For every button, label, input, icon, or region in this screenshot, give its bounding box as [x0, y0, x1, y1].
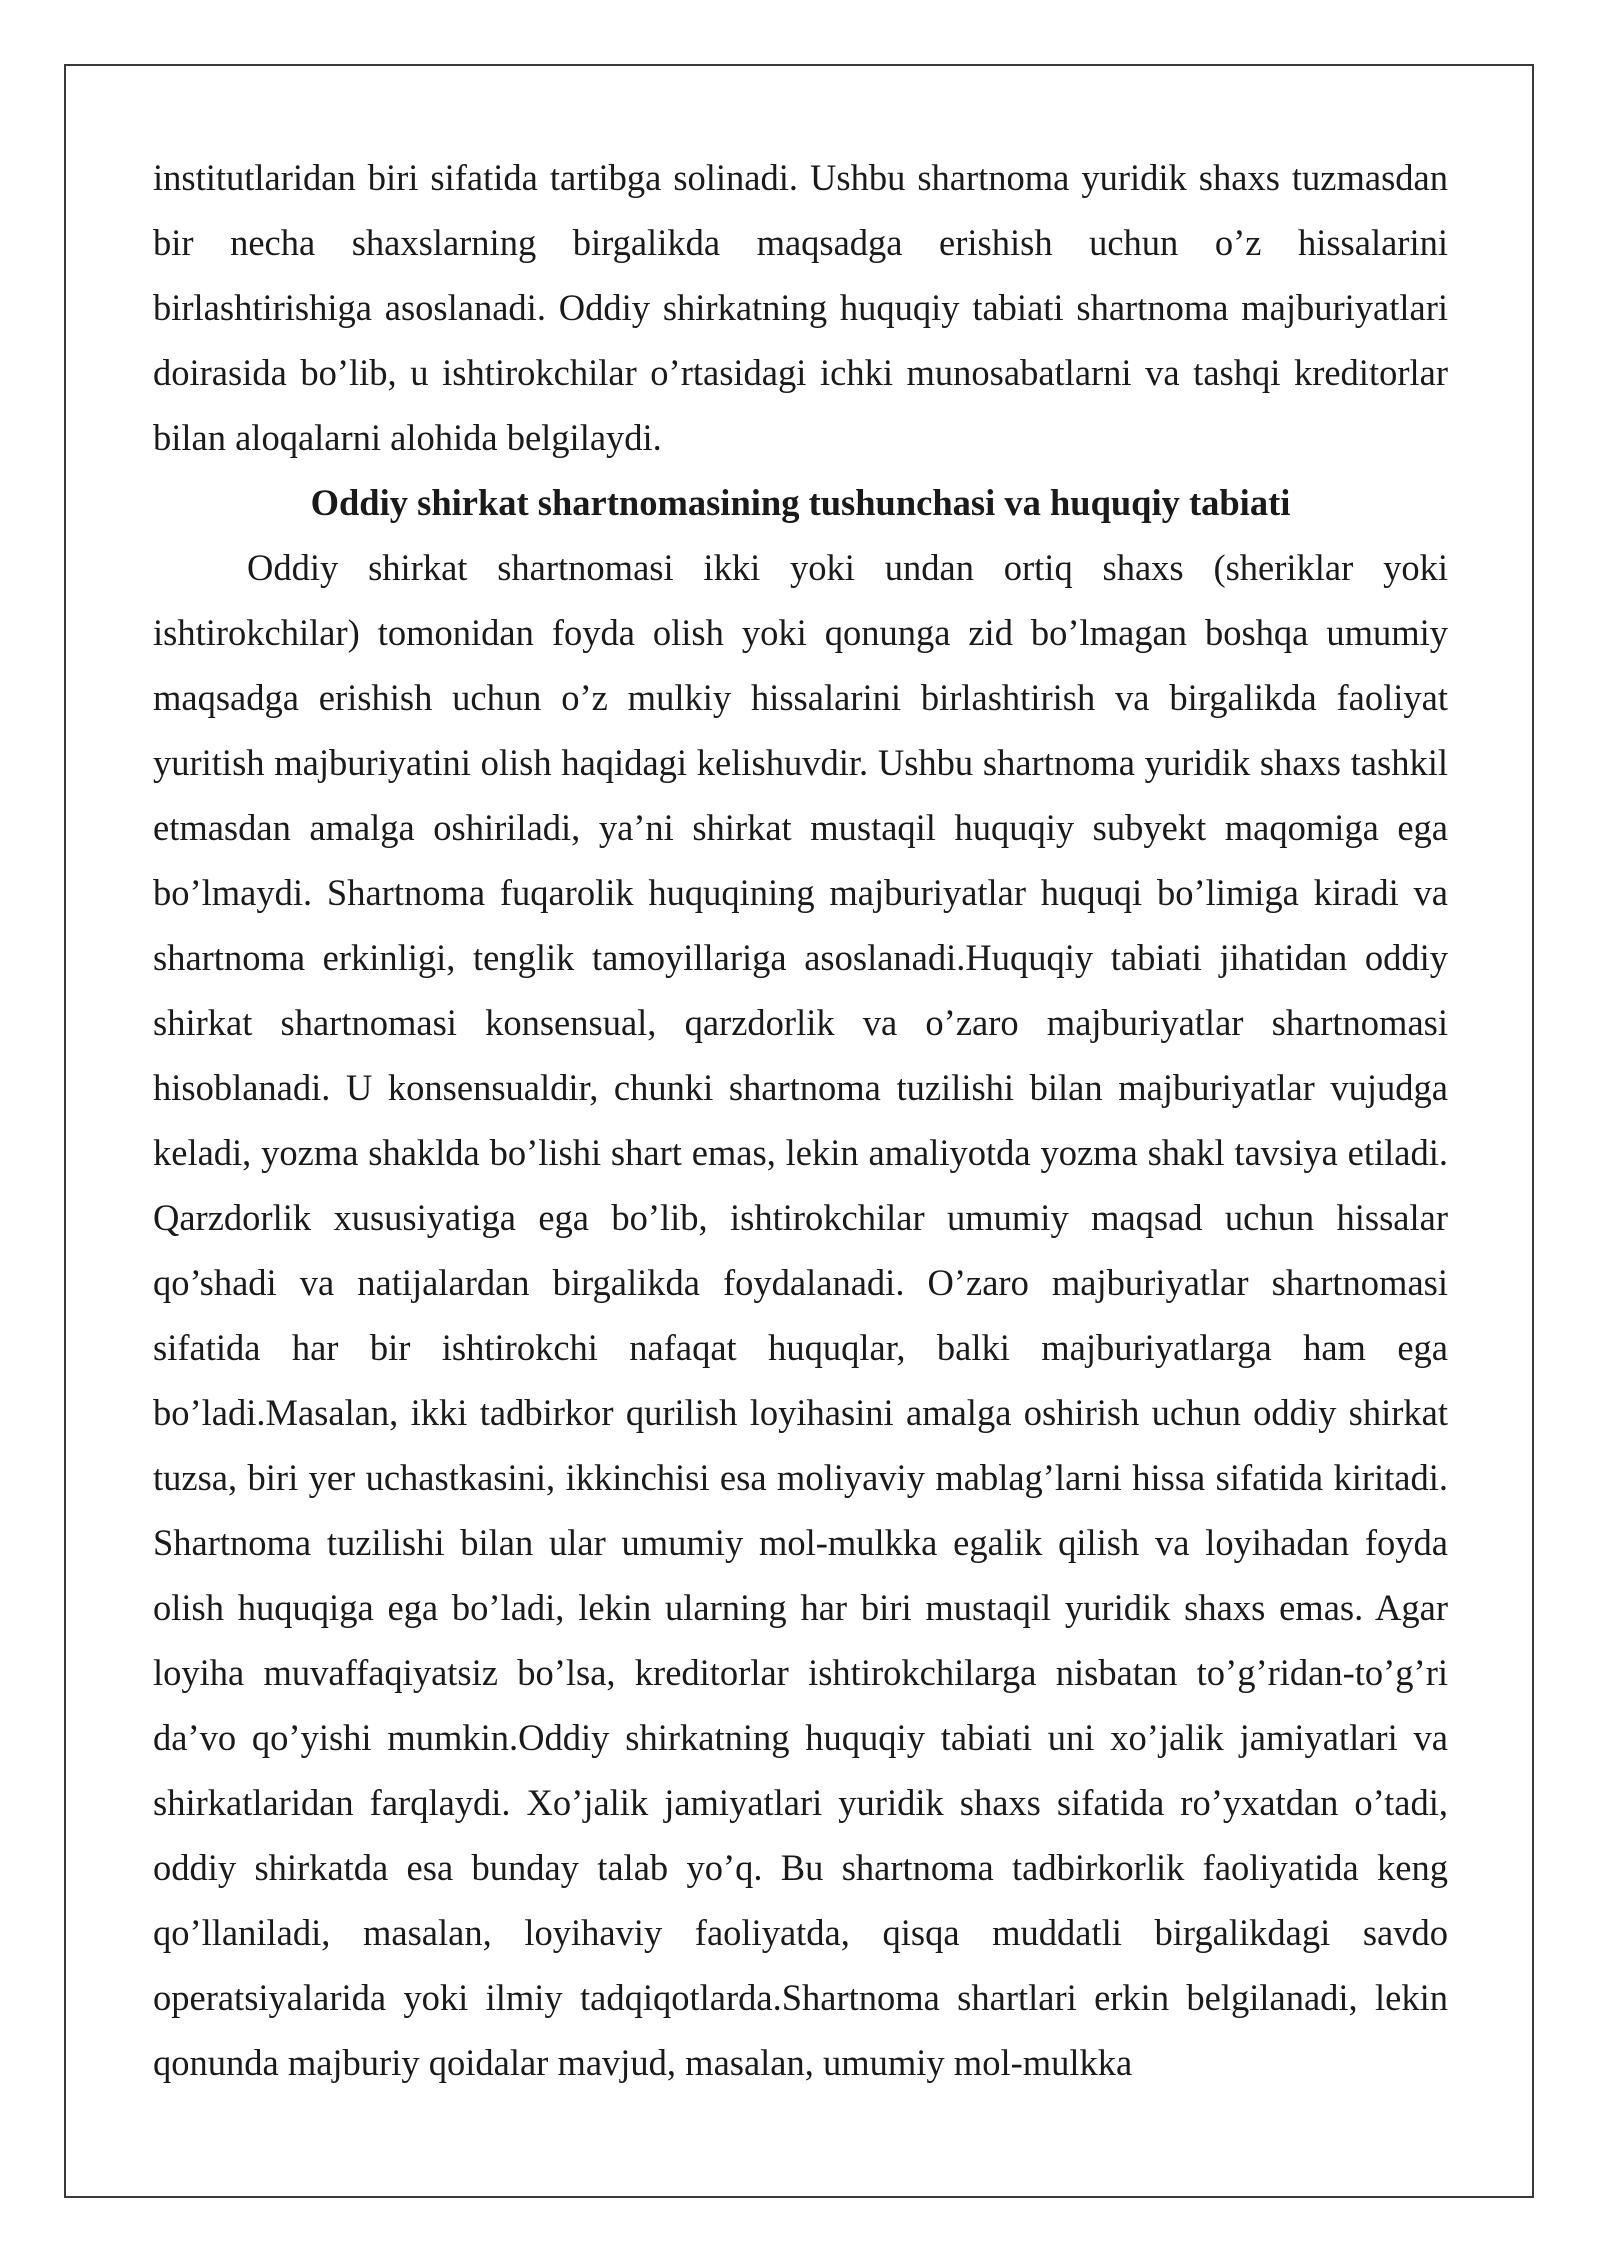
- paragraph-continuation: institutlaridan biri sifatida tartibga solinadi. Ushbu shartnoma yuridik shaxs tuzmasdan bir necha shaxslarning birgalikda maqsadga erishish uchun o’z hissalarini birlashtirishiga asoslanadi. Oddiy shirkatning huquqiy tabiati shartnoma majburiyatlari doirasida bo’lib, u ishtirokchilar o’rtasidagi ichki munosabatlarni va tashqi kreditorlar bilan aloqalarni alohida belgilaydi.: [153, 157, 1448, 458]
- paragraph-main: Oddiy shirkat shartnomasi ikki yoki undan ortiq shaxs (sheriklar yoki ishtirokchilar) tomonidan foyda olish yoki qonunga zid bo’lmagan boshqa umumiy maqsadga erishish uchun o’z mulkiy hissalarini birlashtirish va birgalikda faoliyat yuritish majburiyatini olish haqidagi kelishuvdir. Ushbu shartnoma yuridik shaxs tashkil etmasdan amalga oshiriladi, ya’ni shirkat mustaqil huquqiy subyekt maqomiga ega bo’lmaydi. Shartnoma fuqarolik huquqining majburiyatlar huquqi bo’limiga kiradi va shartnoma erkinligi, tenglik tamoyillariga asoslanadi.Huquqiy tabiati jihatidan oddiy shirkat shartnomasi konsensual, qarzdorlik va o’zaro majburiyatlar shartnomasi hisoblanadi. U konsensualdir, chunki shartnoma tuzilishi bilan majburiyatlar vujudga keladi, yozma shaklda bo’lishi shart emas, lekin amaliyotda yozma shakl tavsiya etiladi. Qarzdorlik xususiyatiga ega bo’lib, ishtirokchilar umumiy maqsad uchun hissalar qo’shadi va natijalardan birgalikda foydalanadi. O’zaro majburiyatlar shartnomasi sifatida har bir ishtirokchi nafaqat huquqlar, balki majburiyatlarga ham ega bo’ladi.Masalan, ikki tadbirkor qurilish loyihasini amalga oshirish uchun oddiy shirkat tuzsa, biri yer uchastkasini, ikkinchisi esa moliyaviy mablag’larni hissa sifatida kiritadi. Shartnoma tuzilishi bilan ular umumiy mol-mulkka egalik qilish va loyihadan foyda olish huquqiga ega bo’ladi, lekin ularning har biri mustaqil yuridik shaxs emas. Agar loyiha muvaffaqiyatsiz bo’lsa, kreditorlar ishtirokchilarga nisbatan to’g’ridan-to’g’ri da’vo qo’yishi mumkin.Oddiy shirkatning huquqiy tabiati uni xo’jalik jamiyatlari va shirkatlaridan farqlaydi. Xo’jalik jamiyatlari yuridik shaxs sifatida ro’yxatdan o’tadi, oddiy shirkatda esa bunday talab yo’q. Bu shartnoma tadbirkorlik faoliyatida keng qo’llaniladi, masalan, loyihaviy faoliyatda, qisqa muddatli birgalikdagi savdo operatsiyalarida yoki ilmiy tadqiqotlarda.Shartnoma shartlari erkin belgilanadi, lekin qonunda majburiy qoidalar mavjud, masalan, umumiy mol-mulkka: [153, 547, 1448, 2083]
- section-heading: Oddiy shirkat shartnomasining tushunchasi va huquqiy tabiati: [310, 482, 1291, 523]
- document-body: [153, 145, 1448, 2095]
